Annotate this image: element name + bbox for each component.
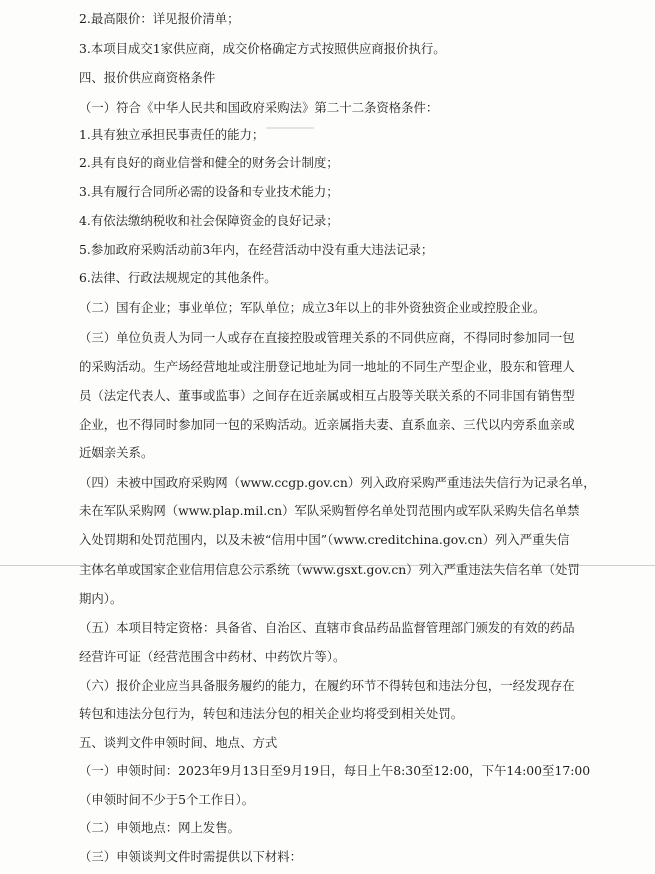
text-line: 企业，也不得同时参加同一包的采购活动。近亲属指夫妻、直系血亲、三代以内旁系血亲或: [79, 417, 575, 432]
text-line: （四）未被中国政府采购网（www.ccgp.gov.cn）列入政府采购严重违法失信行为记录名单，: [79, 475, 596, 490]
text-line: 1.具有独立承担民事责任的能力；: [79, 127, 265, 142]
text-line: （三）申领谈判文件时需提供以下材料：: [79, 849, 303, 864]
text-line: （一）申领时间：2023年9月13日至9月19日，每日上午8:30至12:00，下午14:00至17:00: [79, 763, 591, 778]
text-line: 6.法律、行政法规规定的其他条件。: [79, 270, 277, 285]
text-line: 的采购活动。生产场经营地址或注册登记地址为同一地址的不同生产型企业，股东和管理人: [79, 359, 575, 374]
text-line: （申领时间不少于5个工作日）。: [79, 792, 255, 807]
text-line: 4.有依法缴纳税收和社会保障资金的良好记录；: [79, 213, 339, 228]
text-line: 2.最高限价：详见报价清单；: [79, 11, 240, 26]
text-line: 期内）。: [79, 591, 123, 606]
section-heading: 四、报价供应商资格条件: [79, 70, 216, 85]
scan-artifact-smudge: [266, 127, 314, 129]
text-line: 近姻亲关系。: [79, 445, 154, 460]
text-line: 员（法定代表人、董事或监事）之间存在近亲属或相互占股等关联关系的不同非国有销售型: [79, 388, 575, 403]
text-line: 入处罚期和处罚范围内，以及未被“信用中国”（www.creditchina.gov.cn）列入严重失信: [79, 532, 570, 547]
text-line: （五）本项目特定资格：具备省、自治区、直辖市食品药品监督管理部门颁发的有效的药品: [79, 620, 575, 635]
text-line: 3.本项目成交1家供应商，成交价格确定方式按照供应商报价执行。: [79, 41, 446, 56]
text-line: （一）符合《中华人民共和国政府采购法》第二十二条资格条件：: [79, 100, 439, 115]
text-line: 未在军队采购网（www.plap.mil.cn）军队采购暂停名单处罚范围内或军队采购失信名单禁: [79, 503, 580, 518]
text-line: 5.参加政府采购活动前3年内，在经营活动中没有重大违法记录；: [79, 242, 434, 257]
text-line: （二）国有企业；事业单位；军队单位；成立3年以上的非外资独资企业或控股企业。: [79, 300, 546, 315]
scan-artifact-line: [0, 565, 655, 566]
text-line: （二）申领地点：网上发售。: [79, 820, 241, 835]
section-heading: 五、谈判文件申领时间、地点、方式: [79, 735, 278, 750]
text-line: （三）单位负责人为同一人或存在直接控股或管理关系的不同供应商，不得同时参加同一包: [79, 330, 575, 345]
text-line: 转包和违法分包行为，转包和违法分包的相关企业均将受到相关处罚。: [79, 706, 464, 721]
text-line: 2.具有良好的商业信誉和健全的财务会计制度；: [79, 155, 339, 170]
text-line: 经营许可证（经营范围含中药材、中药饮片等）。: [79, 649, 346, 664]
text-line: 主体名单或国家企业信用信息公示系统（www.gsxt.gov.cn）列入严重违法失信名单（处罚: [79, 562, 580, 577]
text-line: （六）报价企业应当具备服务履约的能力，在履约环节不得转包和违法分包，一经发现存在: [79, 678, 575, 693]
text-line: 3.具有履行合同所必需的设备和专业技术能力；: [79, 184, 339, 199]
